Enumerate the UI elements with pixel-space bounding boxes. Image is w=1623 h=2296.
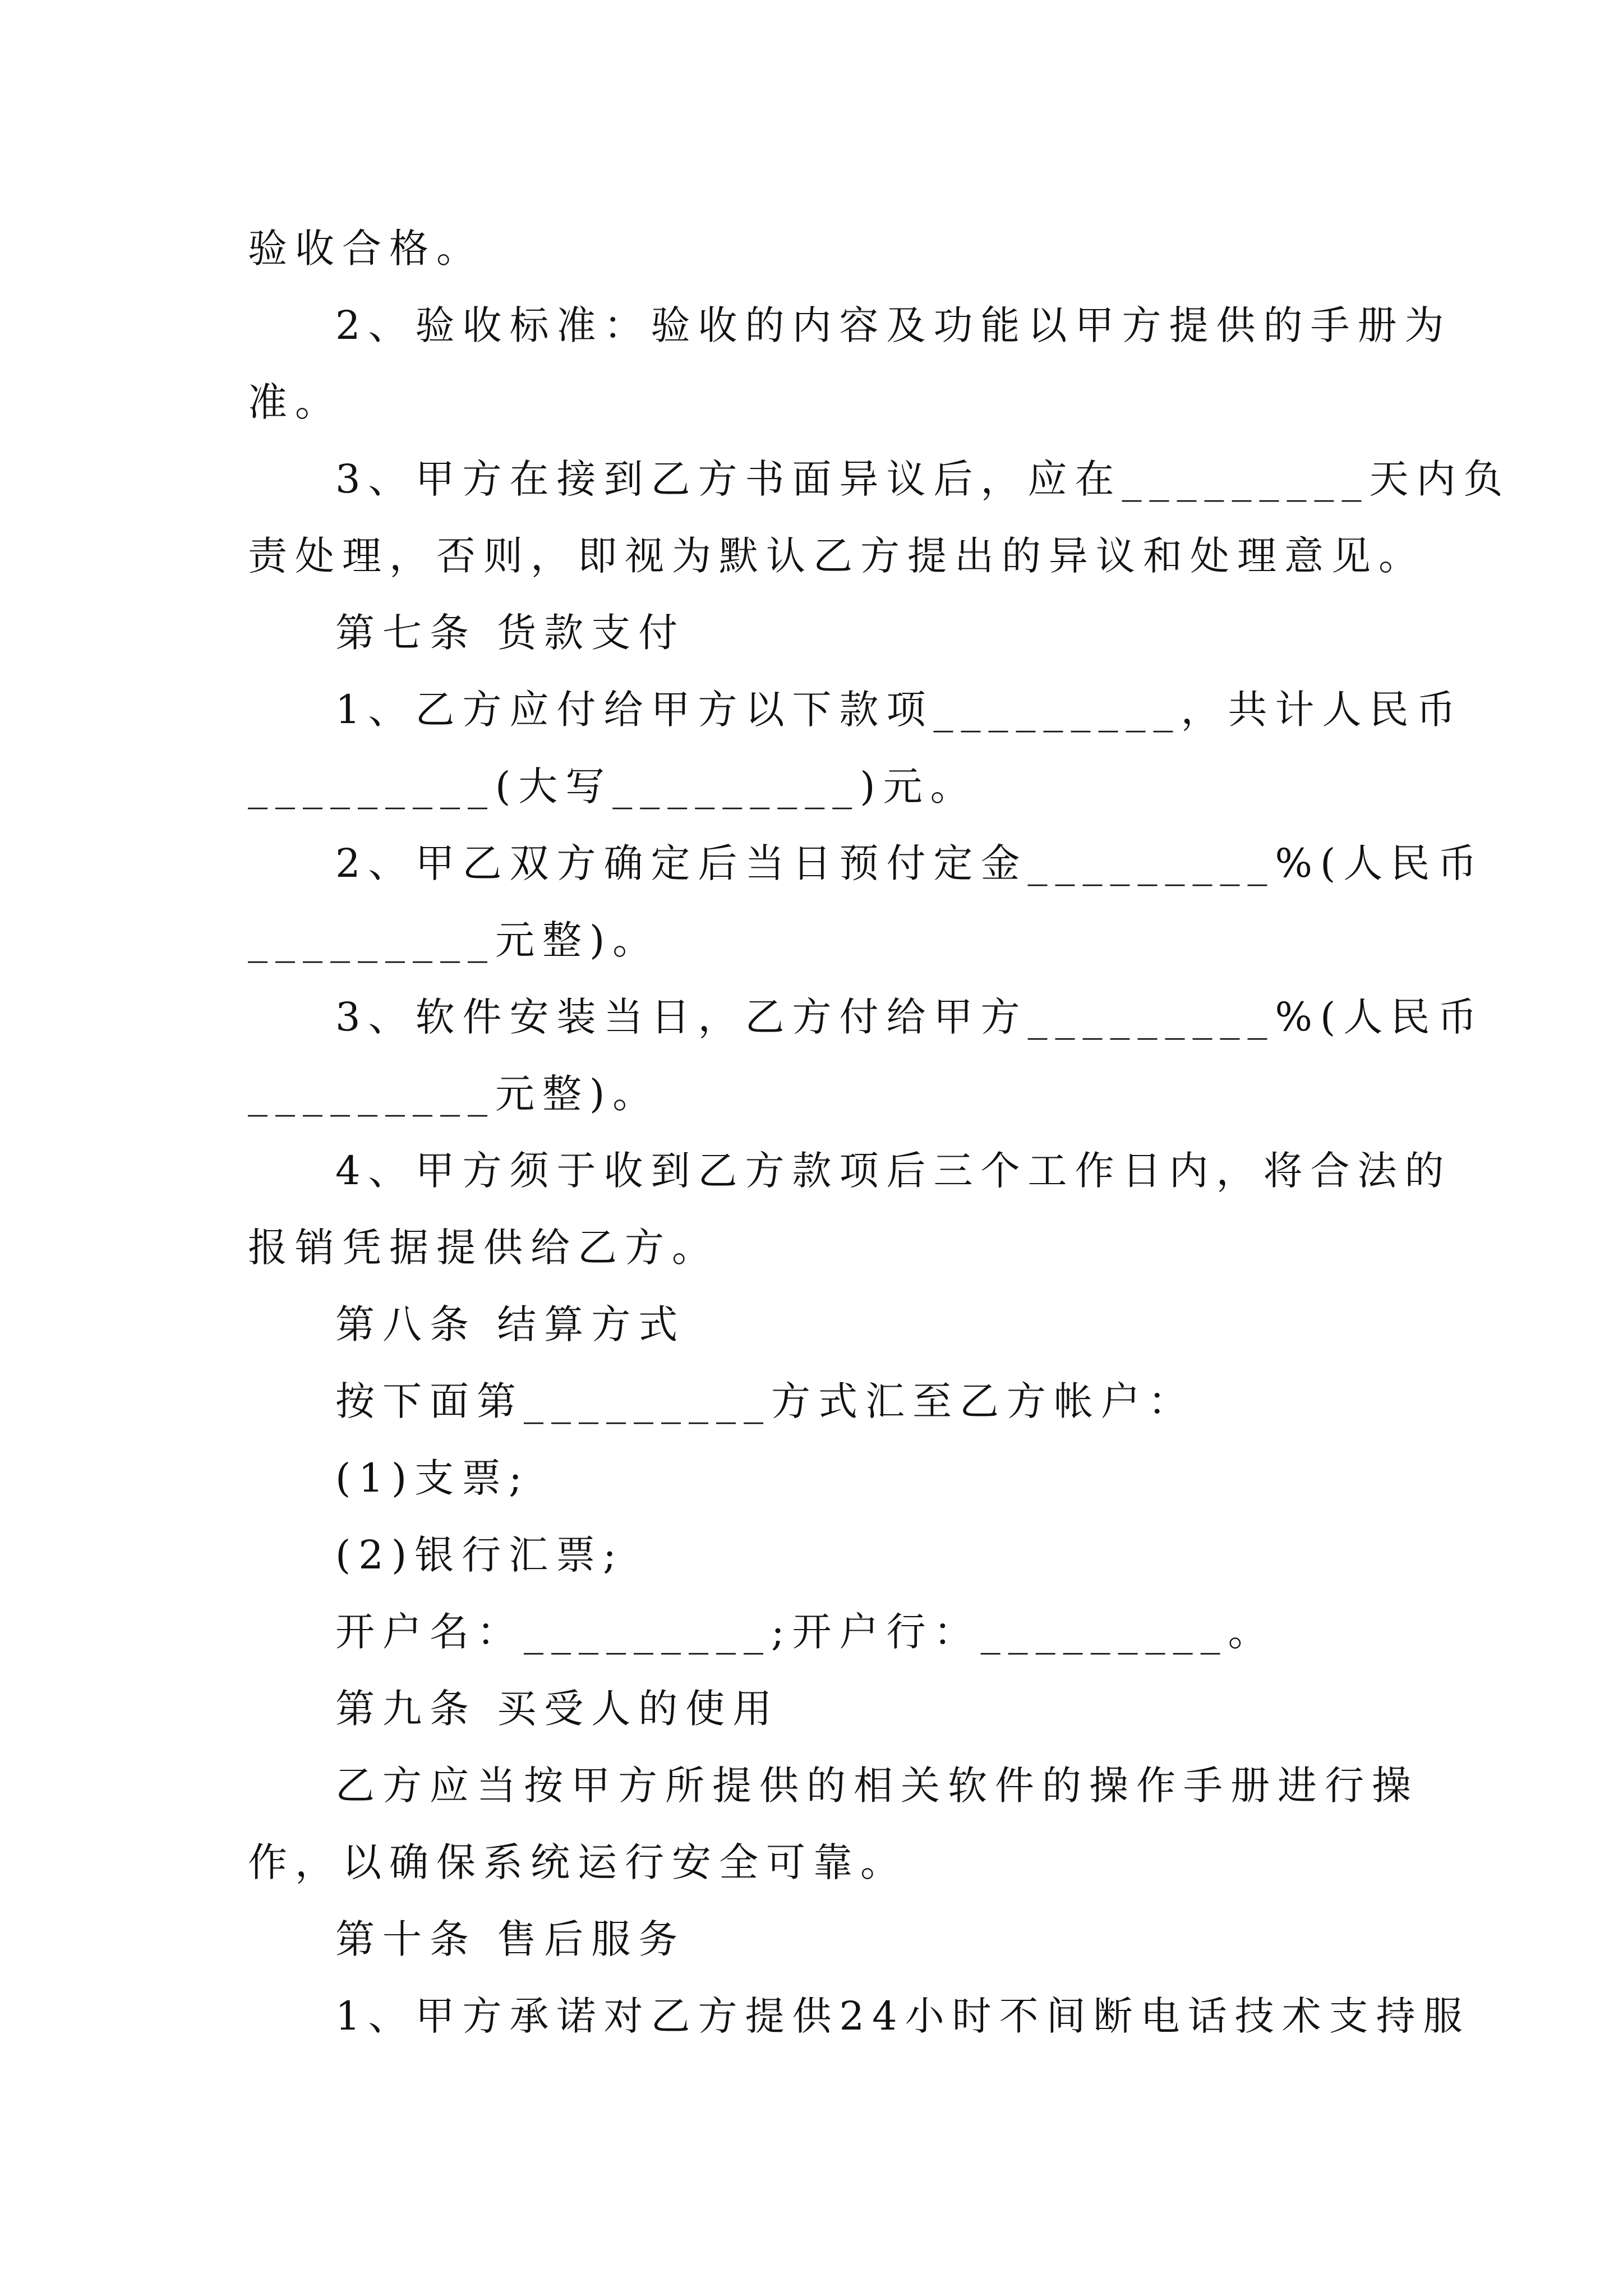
paragraph-line-payment-amount: 1、乙方应付给甲方以下款项_________，共计人民币	[335, 687, 1464, 733]
paragraph-line-installation-payment: 3、软件安装当日，乙方付给甲方_________%(人民币	[335, 994, 1485, 1040]
paragraph-line-usage: 乙方应当按甲方所提供的相关软件的操作手册进行操	[335, 1763, 1419, 1809]
paragraph-line-continuation: 责处理，否则，即视为默认乙方提出的异议和处理意见。	[248, 533, 1426, 579]
paragraph-line-continuation: _________元整)。	[248, 1071, 660, 1117]
list-item-bank-draft: (2)银行汇票;	[335, 1532, 624, 1578]
paragraph-line-continuation: _________(大写_________)元。	[248, 763, 978, 809]
paragraph-line-continuation: 报销凭据提供给乙方。	[248, 1225, 719, 1271]
paragraph-line-account-info: 开户名：_________;开户行：_________。	[335, 1609, 1275, 1655]
paragraph-line-deposit: 2、甲乙双方确定后当日预付定金_________%(人民币	[335, 840, 1485, 886]
section-heading-article-7: 第七条 货款支付	[335, 610, 686, 656]
paragraph-line-receipt: 4、甲方须于收到乙方款项后三个工作日内，将合法的	[335, 1148, 1452, 1194]
paragraph-line-continuation: _________元整)。	[248, 917, 660, 963]
list-item-cheque: (1)支票;	[335, 1455, 530, 1501]
section-heading-article-8: 第八条 结算方式	[335, 1301, 686, 1347]
paragraph-line-acceptance-standard: 2、验收标准：验收的内容及功能以甲方提供的手册为	[335, 302, 1452, 348]
paragraph-line-objection-handling: 3、甲方在接到乙方书面异议后，应在_________天内负	[335, 456, 1511, 502]
paragraph-line-continuation: 作，以确保系统运行安全可靠。	[248, 1839, 907, 1885]
paragraph-line-continuation: 准。	[248, 379, 342, 425]
document-body	[248, 210, 1511, 2055]
paragraph-line-continuation: 验收合格。	[248, 226, 483, 272]
section-heading-article-10: 第十条 售后服务	[335, 1916, 686, 1962]
section-heading-article-9: 第九条 买受人的使用	[335, 1686, 780, 1732]
paragraph-line-support: 1、甲方承诺对乙方提供24小时不间断电话技术支持服	[335, 1993, 1470, 2039]
paragraph-line-transfer-method: 按下面第_________方式汇至乙方帐户：	[335, 1378, 1195, 1424]
